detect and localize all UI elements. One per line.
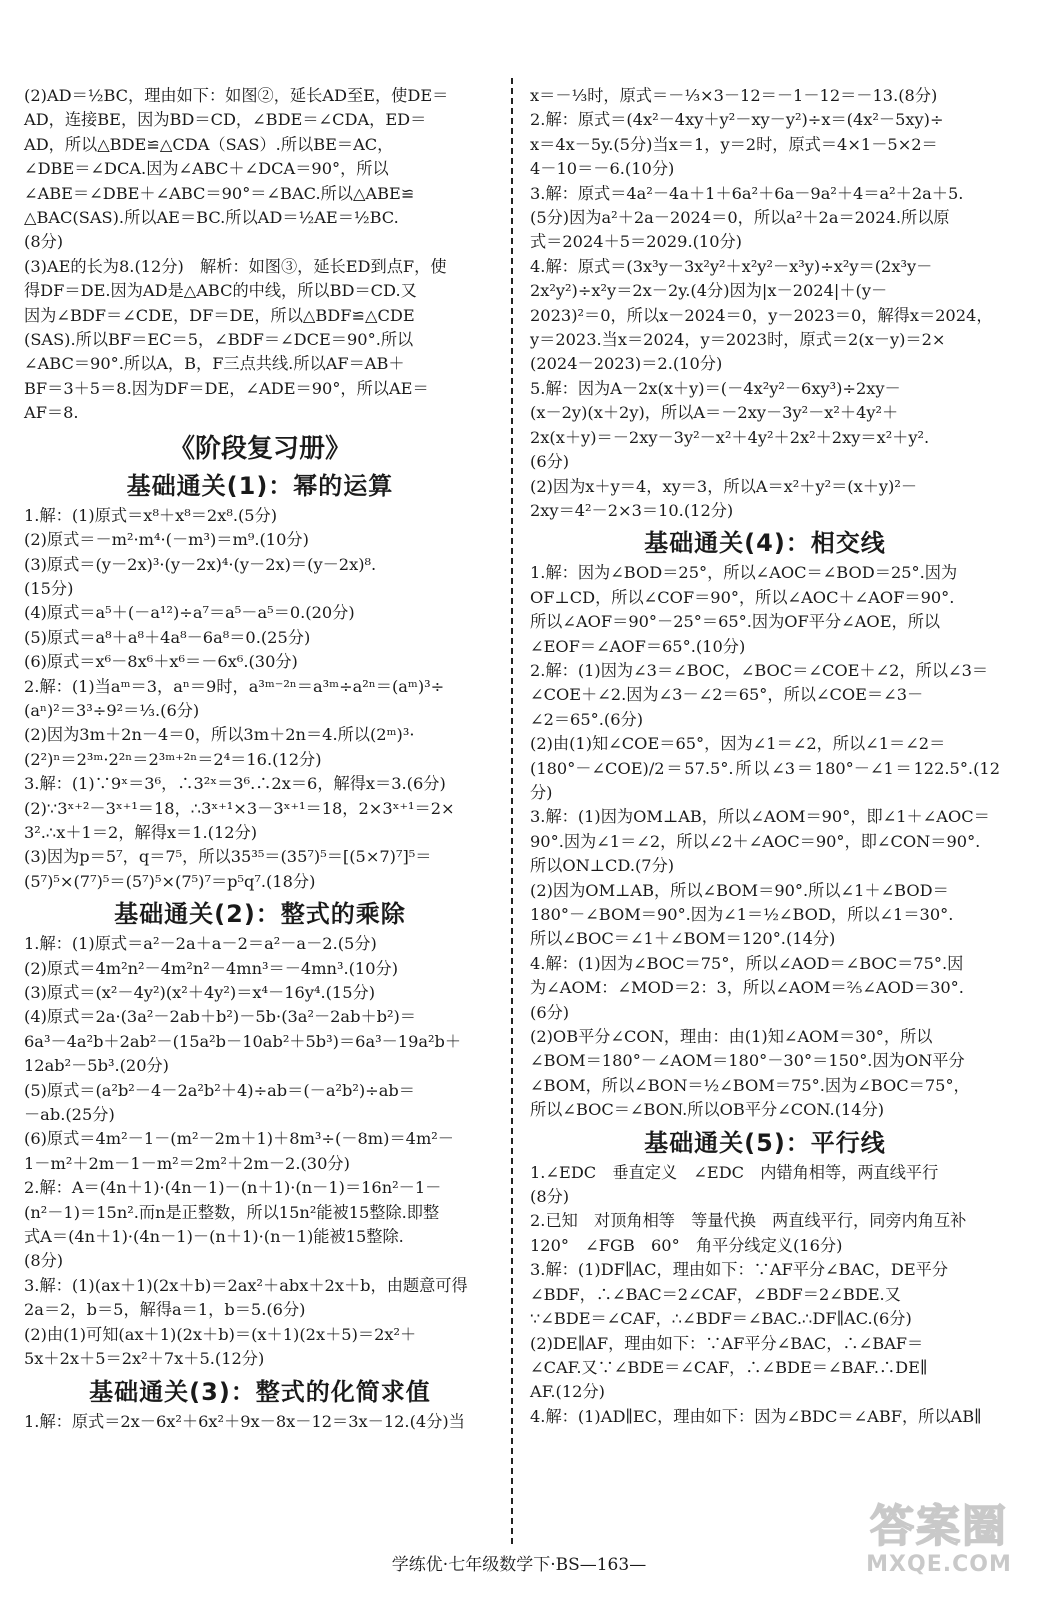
left-block-2 xyxy=(24,504,496,895)
heading-2: 基础通关(2)：整式的乘除 xyxy=(114,900,406,929)
text-line: 4.解：(1)因为∠BOC＝75°，所以∠AOD＝∠BOC＝75°.因 xyxy=(530,953,964,973)
heading-4: 基础通关(4)：相交线 xyxy=(644,529,886,558)
text-line: (5)原式＝a⁸＋a⁸＋4a⁸－6a⁸＝0.(25分) xyxy=(24,627,311,647)
heading-5: 基础通关(5)：平行线 xyxy=(644,1128,886,1157)
text-line: 式A＝(4n＋1)·(4n－1)－(n＋1)·(n－1)能被15整除. xyxy=(24,1227,404,1247)
text-line: AF.(12分) xyxy=(530,1382,605,1402)
text-line: (3)原式＝(y－2x)³·(y－2x)⁴·(y－2x)＝(y－2x)⁸. xyxy=(24,554,377,574)
text-line: (2024－2023)＝2.(10分) xyxy=(530,354,723,374)
text-line: 12ab²－5b³.(20分) xyxy=(24,1056,169,1076)
text-line: ∵∠BDE＝∠CAF，∴∠BDF＝∠BAC.∴DF∥AC.(6分) xyxy=(530,1309,912,1329)
text-line: 3.解：(1)因为OM⊥AB，所以∠AOM＝90°，即∠1＋∠AOC＝ xyxy=(530,807,990,827)
text-line: (2)由(1)知∠COE＝65°，因为∠1＝∠2，所以∠1＝∠2＝ xyxy=(530,734,946,754)
text-line: 4.解：原式＝(3x³y－3x²y²＋x²y²－x³y)÷x²y＝(2x³y－ xyxy=(530,256,933,276)
text-line: －ab.(25分) xyxy=(24,1105,115,1125)
text-line: 120° ∠FGB 60° 角平分线定义(16分) xyxy=(530,1235,843,1255)
text-line: AF＝8. xyxy=(24,403,79,423)
text-line: (x－2y)(x＋2y)，所以A＝－2xy－3y²－x²＋4y²＋ xyxy=(530,403,899,423)
text-line: (2)OB平分∠CON，理由：由(1)知∠AOM＝30°，所以 xyxy=(530,1027,933,1047)
text-line: 3.解：(1)DF∥AC，理由如下：∵AF平分∠BAC，DE平分 xyxy=(530,1260,949,1280)
text-line: ∠DBE＝∠DCA.因为∠ABC＋∠DCA＝90°，所以 xyxy=(24,159,389,179)
text-line: 1.解：(1)原式＝x⁸＋x⁸＝2x⁸.(5分) xyxy=(24,505,278,525)
text-line: ∠EOF＝∠AOF＝65°.(10分) xyxy=(530,636,746,656)
text-line: (2²)ⁿ＝2³ᵐ·2²ⁿ＝2³ᵐ⁺²ⁿ＝2⁴＝16.(12分) xyxy=(24,749,322,769)
text-line: x＝－⅓时，原式＝－⅓×3－12＝－1－12＝－13.(8分) xyxy=(530,86,938,105)
text-line: 2a＝2，b＝5，解得a＝1，b＝5.(6分) xyxy=(24,1300,306,1320)
text-line: BF＝3＋5＝8.因为DF＝DE，∠ADE＝90°，所以AE＝ xyxy=(24,378,429,398)
text-line: (4)原式＝a⁵＋(－a¹²)÷a⁷＝a⁵－a⁵＝0.(20分) xyxy=(24,603,355,623)
text-line: 3.解：(1)∵9ˣ＝3⁶，∴3²ˣ＝3⁶.∴2x＝6，解得x＝3.(6分) xyxy=(24,774,446,794)
text-line: 2.解：(1)因为∠3＝∠BOC，∠BOC＝∠COE＋∠2，所以∠3＝ xyxy=(530,660,989,680)
text-line: 得DF＝DE.因为AD是△ABC的中线，所以BD＝CD.又 xyxy=(24,281,417,301)
text-line: 2.已知 对顶角相等 等量代换 两直线平行，同旁内角互补 xyxy=(530,1211,967,1231)
text-line: (3)AE的长为8.(12分) 解析：如图③，延长ED到点F，使 xyxy=(24,256,447,276)
text-line: 5x＋2x＋5＝2x²＋7x＋5.(12分) xyxy=(24,1349,265,1369)
text-line: 式＝2024＋5＝2029.(10分) xyxy=(530,232,743,252)
text-line: (6)原式＝x⁶－8x⁶＋x⁶＝－6x⁶.(30分) xyxy=(24,652,298,672)
text-line: 所以∠AOF＝90°－25°＝65°.因为OF平分∠AOE，所以 xyxy=(530,612,941,632)
text-line: (3)因为p＝5⁷，q＝7⁵，所以35³⁵＝(35⁷)⁵＝[(5×7)⁷]⁵＝ xyxy=(24,847,432,867)
text-line: (2)AD＝½BC，理由如下：如图②，延长AD至E，使DE＝ xyxy=(24,86,449,105)
text-line: (5⁷)⁵×(7⁷)⁵＝(5⁷)⁵×(7⁵)⁷＝p⁵q⁷.(18分) xyxy=(24,871,316,891)
text-line: 4－10＝－6.(10分) xyxy=(530,159,675,179)
text-line: ∠ABE＝∠DBE＋∠ABC＝90°＝∠BAC.所以△ABE≌ xyxy=(24,183,415,203)
text-line: (2)因为3m＋2n－4＝0，所以3m＋2n＝4.所以(2ᵐ)³· xyxy=(24,725,415,745)
text-line: 180°－∠BOM＝90°.因为∠1＝½∠BOD，所以∠1＝30°. xyxy=(530,905,954,924)
text-line: (3)原式＝(x²－4y²)(x²＋4y²)＝x⁴－16y⁴.(15分) xyxy=(24,983,376,1002)
text-line: (2)原式＝－m²·m⁴·(－m³)＝m⁹.(10分) xyxy=(24,530,309,550)
text-line: 为∠AOM：∠MOD＝2：3，所以∠AOM＝⅖∠AOD＝30°. xyxy=(530,978,964,998)
right-block-2 xyxy=(530,561,1000,1122)
text-line: (5)原式＝(a²b²－4－2a²b²＋4)÷ab＝(－a²b²)÷ab＝ xyxy=(24,1080,415,1100)
text-line: (8分) xyxy=(530,1187,570,1207)
column-divider xyxy=(511,78,513,1544)
text-line: 2.解：原式＝(4x²－4xy＋y²－xy－y²)÷x＝(4x²－5xy)÷ xyxy=(530,110,944,130)
text-line: (2)因为x＋y＝4，xy＝3，所以A＝x²＋y²＝(x＋y)²－ xyxy=(530,476,918,496)
text-line: 3.解：(1)(ax＋1)(2x＋b)＝2ax²＋abx＋2x＋b，由题意可得 xyxy=(24,1275,468,1295)
text-line: ∠BOM，所以∠BON＝½∠BOM＝75°.因为∠BOC＝75°， xyxy=(530,1075,970,1095)
text-line: (2)DE∥AF，理由如下：∵AF平分∠BAC，∴∠BAF＝ xyxy=(530,1333,924,1353)
text-line: 2.解：A＝(4n＋1)·(4n－1)－(n＋1)·(n－1)＝16n²－1－ xyxy=(24,1178,442,1198)
text-line: AD，所以△BDE≌△CDA（SAS）.所以BE＝AC， xyxy=(24,134,394,154)
text-line: 1.解：原式＝2x－6x²＋6x²＋9x－8x－12＝3x－12.(4分)当 xyxy=(24,1411,465,1431)
left-block-4 xyxy=(24,1410,496,1434)
text-line: 3.解：原式＝4a²－4a＋1＋6a²＋6a－9a²＋4＝a²＋2a＋5. xyxy=(530,183,964,203)
text-line: 1－m²＋2m－1－m²＝2m²＋2m－2.(30分) xyxy=(24,1153,350,1173)
text-line: (4)原式＝2a·(3a²－2ab＋b²)－5b·(3a²－2ab＋b²)＝ xyxy=(24,1007,416,1027)
text-line: ∠CAF.又∵∠BDE＝∠CAF，∴∠BDE＝∠BAF.∴DE∥ xyxy=(530,1357,928,1377)
text-line: 1.解：(1)原式＝a²－2a＋a－2＝a²－a－2.(5分) xyxy=(24,934,377,954)
text-line: 1.∠EDC 垂直定义 ∠EDC 内错角相等，两直线平行 xyxy=(530,1162,939,1182)
text-line: 3².∴x＋1＝2，解得x＝1.(12分) xyxy=(24,822,258,842)
text-line: x＝4x－5y.(5分)当x＝1，y＝2时，原式＝4×1－5×2＝ xyxy=(530,134,938,154)
left-column xyxy=(24,84,496,1434)
heading-1: 基础通关(1)：幂的运算 xyxy=(126,471,394,500)
page-footer: 学练优·七年级数学下·BS—163— xyxy=(391,1555,647,1575)
watermark-main: 答案圈 xyxy=(870,1501,1008,1552)
text-line: ∠COE＋∠2.因为∠3－∠2＝65°，所以∠COE＝∠3－ xyxy=(530,685,924,705)
heading-3: 基础通关(3)：整式的化简求值 xyxy=(89,1377,431,1406)
text-line: 所以ON⊥CD.(7分) xyxy=(530,856,675,876)
text-line: (6)原式＝4m²－1－(m²－2m＋1)＋8m³÷(－8m)＝4m²－ xyxy=(24,1129,454,1149)
text-line: 因为∠BDF＝∠CDE，DF＝DE，所以△BDF≌△CDE xyxy=(24,305,415,325)
text-line: 2x(x＋y)＝－2xy－3y²－x²＋4y²＋2x²＋2xy＝x²＋y². xyxy=(530,427,930,447)
text-line: 90°.因为∠1＝∠2，所以∠2＋∠AOC＝90°，即∠CON＝90°. xyxy=(530,831,981,851)
section-title: 《阶段复习册》 xyxy=(168,433,351,464)
text-line: OF⊥CD，所以∠COF＝90°，所以∠AOC＋∠AOF＝90°. xyxy=(530,587,955,607)
text-line: (n²－1)＝15n².而n是正整数，所以15n²能被15整除.即整 xyxy=(24,1202,440,1222)
watermark-stamp xyxy=(854,1490,1024,1590)
text-line: (2)原式＝4m²n²－4m²n²－4mn³＝－4mn³.(10分) xyxy=(24,958,399,978)
text-line: (6分) xyxy=(530,1002,570,1022)
text-line: 所以∠BOC＝∠1＋∠BOM＝120°.(14分) xyxy=(530,929,836,949)
text-line: ∠BDF，∴∠BAC＝2∠CAF，∠BDF＝2∠BDE.又 xyxy=(530,1284,901,1304)
text-line: 2023)²＝0，所以x－2024＝0，y－2023＝0，解得x＝2024， xyxy=(530,305,993,325)
text-line: 4.解：(1)AD∥EC，理由如下：因为∠BDC＝∠ABF，所以AB∥ xyxy=(530,1406,982,1426)
right-column xyxy=(530,84,1000,1429)
text-line: 2xy＝4²－2×3＝10.(12分) xyxy=(530,500,734,520)
text-line: (6分) xyxy=(530,452,570,472)
left-block-3 xyxy=(24,932,496,1371)
text-line: (2)因为OM⊥AB，所以∠BOM＝90°.所以∠1＋∠BOD＝ xyxy=(530,880,949,900)
text-line: (15分) xyxy=(24,578,74,598)
text-line: (2)∵3ˣ⁺²－3ˣ⁺¹＝18，∴3ˣ⁺¹×3－3ˣ⁺¹＝18，2×3ˣ⁺¹＝2× xyxy=(24,798,455,818)
text-line: (aⁿ)²＝3³÷9²＝⅓.(6分) xyxy=(24,700,200,720)
text-line: 所以∠BOC＝∠BON.所以OB平分∠CON.(14分) xyxy=(530,1100,885,1120)
text-line: (8分) xyxy=(24,1251,64,1271)
text-line: 1.解：因为∠BOD＝25°，所以∠AOC＝∠BOD＝25°.因为 xyxy=(530,563,958,583)
text-line: (SAS).所以BF＝EC＝5，∠BDF＝∠DCE＝90°.所以 xyxy=(24,330,414,350)
right-block-1 xyxy=(530,84,1000,523)
text-line: y＝2023.当x＝2024，y＝2023时，原式＝2(x－y)＝2× xyxy=(530,330,946,350)
text-line: ∠ABC＝90°.所以A，B，F三点共线.所以AF＝AB＋ xyxy=(24,354,405,374)
text-line: ∠2＝65°.(6分) xyxy=(530,709,644,729)
text-line: (180°－∠COE)/2＝57.5°.所以∠3＝180°－∠1＝122.5°.(12分) xyxy=(530,758,1000,802)
right-block-3 xyxy=(530,1161,1000,1429)
left-block-1 xyxy=(24,84,496,426)
text-line: ∠BOM＝180°－∠AOM＝180°－30°＝150°.因为ON平分 xyxy=(530,1051,965,1071)
text-line: 2.解：(1)当aᵐ＝3，aⁿ＝9时，a³ᵐ⁻²ⁿ＝a³ᵐ÷a²ⁿ＝(aᵐ)³÷ xyxy=(24,676,445,696)
text-line: 2x²y²)÷x²y＝2x－2y.(4分)因为|x－2024|＋(y－ xyxy=(530,281,888,301)
text-line: (8分) xyxy=(24,232,64,252)
watermark-url: MXQE.COM xyxy=(866,1552,1012,1577)
text-line: 6a³－4a²b＋2ab²－(15a²b－10ab²＋5b³)＝6a³－19a²b＋ xyxy=(24,1031,462,1051)
text-line: AD，连接BE，因为BD＝CD，∠BDE＝∠CDA，ED＝ xyxy=(24,110,427,130)
text-line: (2)由(1)可知(ax＋1)(2x＋b)＝(x＋1)(2x＋5)＝2x²＋ xyxy=(24,1324,417,1344)
text-line: △BAC(SAS).所以AE＝BC.所以AD＝½AE＝½BC. xyxy=(24,208,399,228)
text-line: (5分)因为a²＋2a－2024＝0，所以a²＋2a＝2024.所以原 xyxy=(530,208,950,228)
text-line: 5.解：因为A－2x(x＋y)＝(－4x²y²－6xy³)÷2xy－ xyxy=(530,378,901,398)
